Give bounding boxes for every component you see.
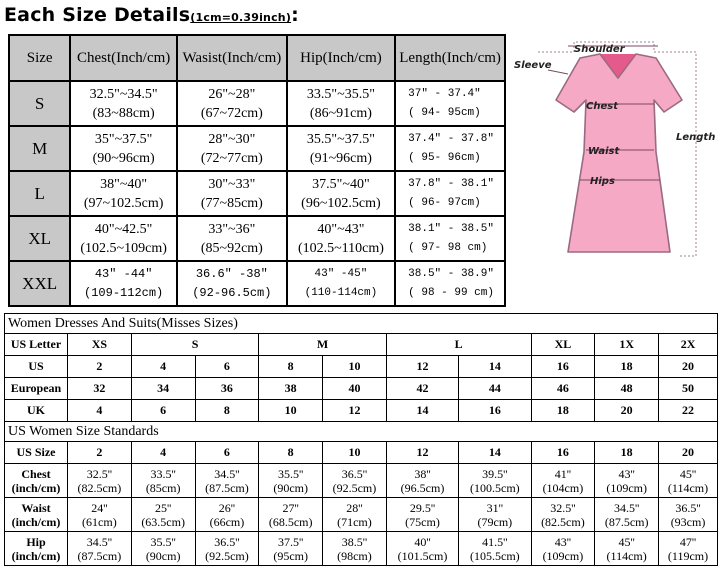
hip-cell: 35.5"~37.5" (91~96cm) xyxy=(287,126,395,171)
size-value: 32 xyxy=(68,378,132,400)
size-value: 6 xyxy=(195,356,259,378)
size-value: 20 xyxy=(659,442,718,464)
size-value: 36 xyxy=(195,378,259,400)
size-value: 6 xyxy=(195,442,259,464)
measurement-value: 31'' (79cm) xyxy=(459,498,531,532)
size-value: 34 xyxy=(131,378,195,400)
size-value: 44 xyxy=(459,378,531,400)
table-row xyxy=(9,81,505,126)
size-value: 14 xyxy=(459,442,531,464)
label-sleeve: Sleeve xyxy=(514,60,552,71)
size-value: 4 xyxy=(131,356,195,378)
size-value: 16 xyxy=(459,400,531,422)
table-row xyxy=(5,532,718,566)
label-hips: Hips xyxy=(590,176,615,187)
measurement-value: 45'' (114cm) xyxy=(659,464,718,498)
size-value: 48 xyxy=(595,378,659,400)
waist-cell: 36.6" -38" (92-96.5cm) xyxy=(177,261,287,306)
table-row xyxy=(5,442,718,464)
size-table-header-row xyxy=(9,35,505,81)
row-label: US Letter xyxy=(5,334,68,356)
waist-cell: 26"~28" (67~72cm) xyxy=(177,81,287,126)
label-shoulder: Shoulder xyxy=(574,44,625,55)
table-row xyxy=(5,400,718,422)
size-value: 50 xyxy=(659,378,718,400)
size-value: 18 xyxy=(595,356,659,378)
waist-cell: 30"~33" (77~85cm) xyxy=(177,171,287,216)
size-label: S xyxy=(9,81,70,126)
size-value: 18 xyxy=(531,400,595,422)
row-label: UK xyxy=(5,400,68,422)
chest-cell: 35"~37.5" (90~96cm) xyxy=(70,126,177,171)
table-row xyxy=(5,464,718,498)
measurement-value: 34.5'' (87.5cm) xyxy=(595,498,659,532)
measurement-value: 47'' (119cm) xyxy=(659,532,718,566)
length-cell: 37.8" - 38.1" ( 96- 97cm) xyxy=(395,171,505,216)
hip-cell: 43" -45" (110-114cm) xyxy=(287,261,395,306)
measurement-value: 37.5'' (95cm) xyxy=(259,532,323,566)
length-cell: 38.5" - 38.9" ( 98 - 99 cm) xyxy=(395,261,505,306)
measurement-value: 33.5'' (85cm) xyxy=(131,464,195,498)
size-value: 8 xyxy=(195,400,259,422)
measurement-value: 32.5'' (82.5cm) xyxy=(531,498,595,532)
measurement-value: 41'' (104cm) xyxy=(531,464,595,498)
size-value: 46 xyxy=(531,378,595,400)
row-label: European xyxy=(5,378,68,400)
chest-cell: 40"~42.5" (102.5~109cm) xyxy=(70,216,177,261)
measurement-value: 25'' (63.5cm) xyxy=(131,498,195,532)
letter-size: M xyxy=(259,334,387,356)
measurement-value: 36.5'' (93cm) xyxy=(659,498,718,532)
dress-measurement-diagram xyxy=(508,34,722,274)
hip-cell: 40"~43" (102.5~110cm) xyxy=(287,216,395,261)
size-conversion-table xyxy=(4,313,718,566)
letter-size: XS xyxy=(68,334,132,356)
title-colon: : xyxy=(291,4,299,26)
measurement-value: 29.5'' (75cm) xyxy=(386,498,458,532)
size-value: 8 xyxy=(259,442,323,464)
size-value: 18 xyxy=(595,442,659,464)
measurement-value: 28'' (71cm) xyxy=(323,498,387,532)
measurement-value: 43'' (109cm) xyxy=(595,464,659,498)
waist-cell: 33"~36" (85~92cm) xyxy=(177,216,287,261)
size-value: 16 xyxy=(531,356,595,378)
measurement-value: 27'' (68.5cm) xyxy=(259,498,323,532)
table-row xyxy=(9,216,505,261)
waist-cell: 28"~30" (72~77cm) xyxy=(177,126,287,171)
hip-cell: 33.5"~35.5" (86~91cm) xyxy=(287,81,395,126)
row-label: Waist (inch/cm) xyxy=(5,498,68,532)
section-title: US Women Size Standards xyxy=(5,422,718,442)
table-row xyxy=(9,126,505,171)
page-title xyxy=(4,4,299,26)
size-label: XL xyxy=(9,216,70,261)
size-value: 12 xyxy=(323,400,387,422)
table-row xyxy=(9,261,505,306)
measurement-value: 35.5'' (90cm) xyxy=(131,532,195,566)
measurement-value: 36.5'' (92.5cm) xyxy=(323,464,387,498)
length-cell: 37" - 37.4" ( 94- 95cm) xyxy=(395,81,505,126)
measurement-value: 34.5'' (87.5cm) xyxy=(195,464,259,498)
measurement-value: 36.5'' (92.5cm) xyxy=(195,532,259,566)
size-value: 4 xyxy=(68,400,132,422)
header-length: Length(Inch/cm) xyxy=(395,35,505,81)
measurement-value: 43'' (109cm) xyxy=(531,532,595,566)
size-value: 4 xyxy=(131,442,195,464)
header-size: Size xyxy=(9,35,70,81)
letter-size: S xyxy=(131,334,259,356)
measurement-value: 41.5'' (105.5cm) xyxy=(459,532,531,566)
size-label: M xyxy=(9,126,70,171)
measurement-value: 35.5'' (90cm) xyxy=(259,464,323,498)
size-details-table xyxy=(8,34,506,307)
size-value: 20 xyxy=(659,356,718,378)
measurement-value: 38.5'' (98cm) xyxy=(323,532,387,566)
title-main: Each Size Details xyxy=(4,4,191,26)
hip-cell: 37.5"~40" (96~102.5cm) xyxy=(287,171,395,216)
size-value: 10 xyxy=(259,400,323,422)
table-row xyxy=(5,378,718,400)
measurement-value: 38'' (96.5cm) xyxy=(386,464,458,498)
letter-size: L xyxy=(386,334,531,356)
letter-size: 2X xyxy=(659,334,718,356)
length-cell: 38.1" - 38.5" ( 97- 98 cm) xyxy=(395,216,505,261)
size-value: 8 xyxy=(259,356,323,378)
size-value: 2 xyxy=(68,442,132,464)
size-value: 42 xyxy=(386,378,458,400)
measurement-value: 32.5'' (82.5cm) xyxy=(68,464,132,498)
size-value: 16 xyxy=(531,442,595,464)
chest-cell: 32.5"~34.5" (83~88cm) xyxy=(70,81,177,126)
measurement-value: 39.5'' (100.5cm) xyxy=(459,464,531,498)
label-waist: Waist xyxy=(588,146,620,157)
chest-cell: 43" -44" (109-112cm) xyxy=(70,261,177,306)
size-value: 12 xyxy=(386,356,458,378)
size-value: 22 xyxy=(659,400,718,422)
length-cell: 37.4" - 37.8" ( 95- 96cm) xyxy=(395,126,505,171)
letter-size: 1X xyxy=(595,334,659,356)
header-waist: Wasist(Inch/cm) xyxy=(177,35,287,81)
title-note: (1cm=0.39inch) xyxy=(190,11,292,24)
chest-cell: 38"~40" (97~102.5cm) xyxy=(70,171,177,216)
size-value: 14 xyxy=(459,356,531,378)
row-label: Hip (inch/cm) xyxy=(5,532,68,566)
measurement-value: 45'' (114cm) xyxy=(595,532,659,566)
size-label: L xyxy=(9,171,70,216)
size-label: XXL xyxy=(9,261,70,306)
size-value: 10 xyxy=(323,356,387,378)
table-row xyxy=(5,498,718,532)
table-row xyxy=(5,334,718,356)
measurement-value: 24'' (61cm) xyxy=(68,498,132,532)
table-row xyxy=(5,356,718,378)
size-value: 14 xyxy=(386,400,458,422)
measurement-value: 26'' (66cm) xyxy=(195,498,259,532)
measurement-value: 40'' (101.5cm) xyxy=(386,532,458,566)
measurement-value: 34.5'' (87.5cm) xyxy=(68,532,132,566)
row-label: Chest (inch/cm) xyxy=(5,464,68,498)
size-value: 40 xyxy=(323,378,387,400)
row-label: US xyxy=(5,356,68,378)
label-chest: Chest xyxy=(586,101,618,112)
size-value: 20 xyxy=(595,400,659,422)
size-value: 6 xyxy=(131,400,195,422)
size-value: 38 xyxy=(259,378,323,400)
header-chest: Chest(Inch/cm) xyxy=(70,35,177,81)
row-label: US Size xyxy=(5,442,68,464)
size-value: 10 xyxy=(323,442,387,464)
table-row xyxy=(9,171,505,216)
letter-size: XL xyxy=(531,334,595,356)
section-title: Women Dresses And Suits(Misses Sizes) xyxy=(5,314,718,334)
label-length: Length xyxy=(676,132,716,143)
size-value: 12 xyxy=(386,442,458,464)
header-hip: Hip(Inch/cm) xyxy=(287,35,395,81)
size-value: 2 xyxy=(68,356,132,378)
